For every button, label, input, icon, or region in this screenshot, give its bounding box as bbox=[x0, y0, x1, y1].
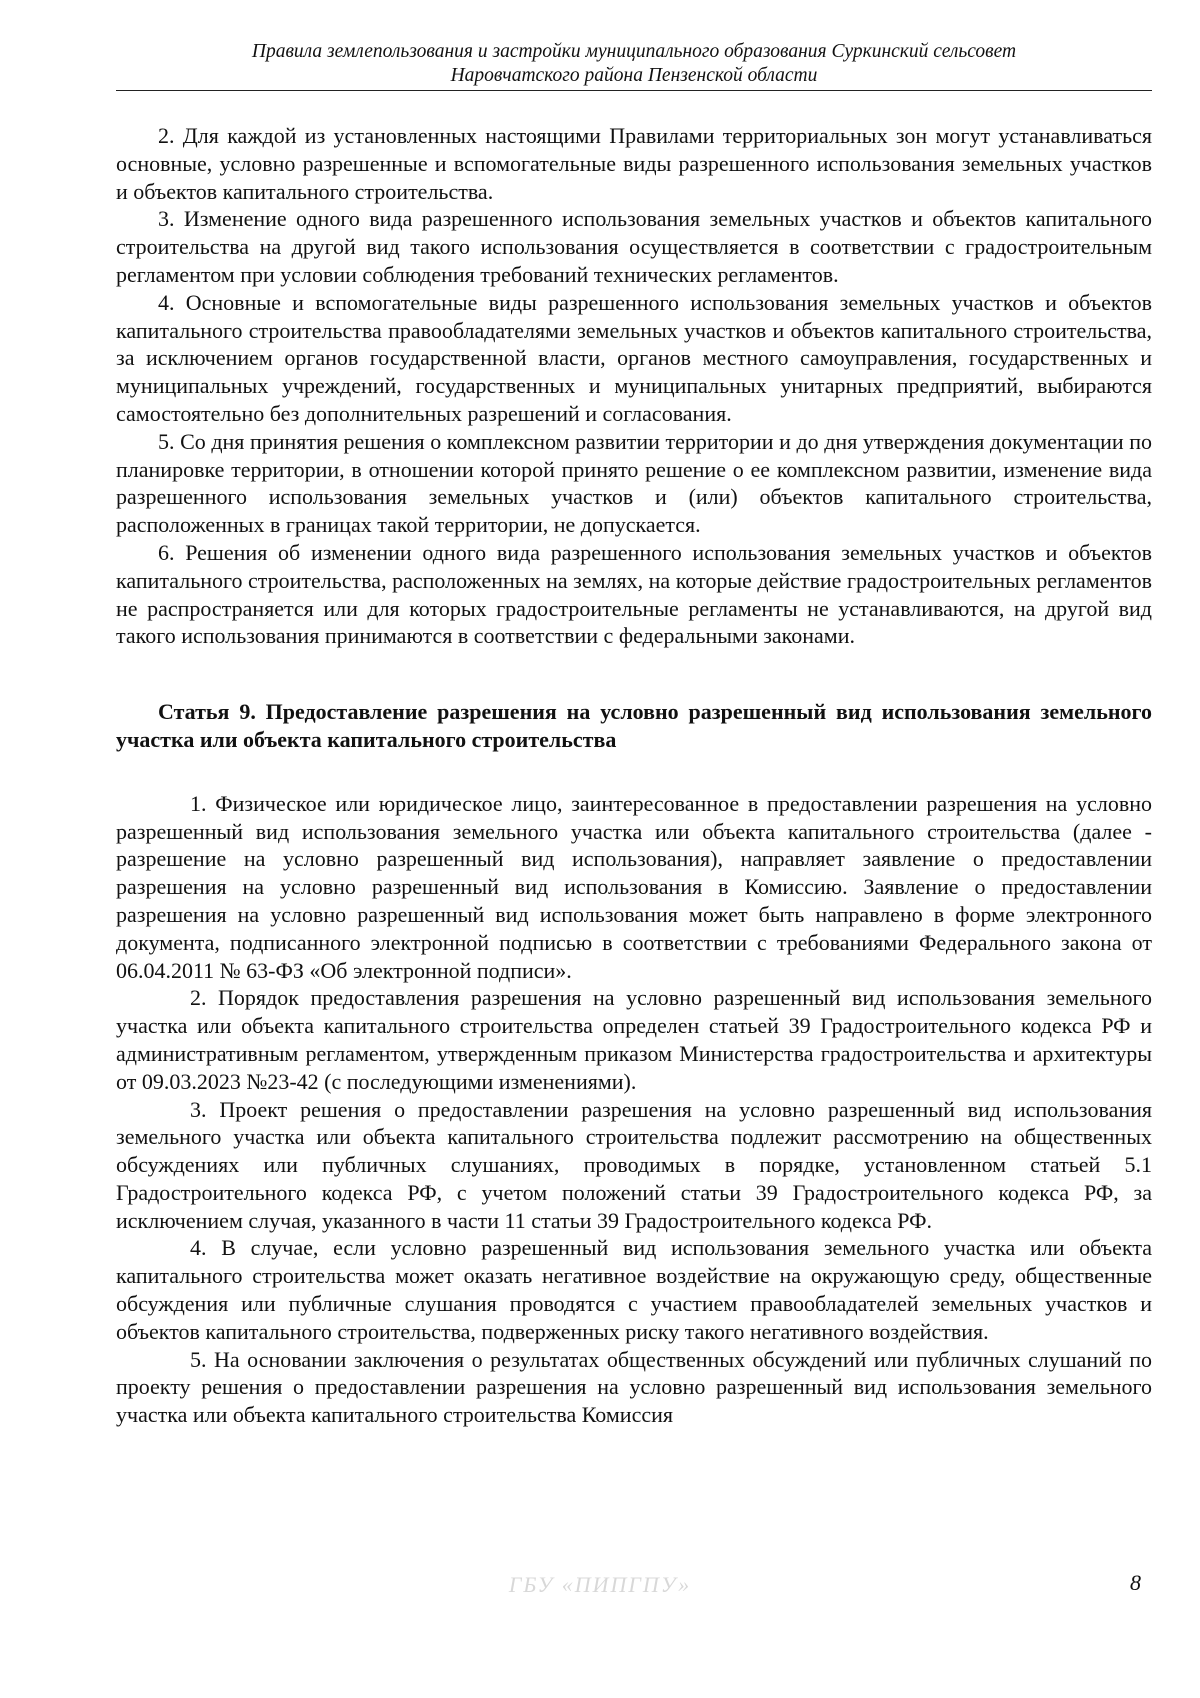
paragraph: 3. Изменение одного вида разрешенного использования земельных участков и объектов капитального строительства на другой вид такого использования осуществляется в соответствии с градостроительным регламентом при условии соблюдения требований технических регламентов. bbox=[116, 206, 1152, 287]
paragraph: 2. Порядок предоставления разрешения на условно разрешенный вид использования земельного участка или объекта капитального строительства определен статьей 39 Градостроительного кодекса РФ и административным регламентом, утвержденным приказом Министерства градостроительства и архитектуры от 09.03.2023 №23-42 (с последующими изменениями). bbox=[116, 985, 1152, 1094]
header-line-2: Наровчатского района Пензенской области bbox=[450, 65, 818, 86]
paragraph: 6. Решения об изменении одного вида разрешенного использования земельных участков и объектов капитального строительства, расположенных на землях, на которые действие градостроительных регламентов не распространяется или для которых градостроительные регламенты не устанавливаются, на другой вид такого использования принимаются в соответствии с федеральными законами. bbox=[116, 539, 1152, 649]
document-body bbox=[116, 122, 1152, 1429]
paragraph: 5. На основании заключения о результатах общественных обсуждений или публичных слушаний по проекту решения о предоставлении разрешения на условно разрешенный вид использования земельного участка или объекта капитального строительства Комиссия bbox=[116, 1346, 1152, 1428]
page-number: 8 bbox=[1130, 1570, 1141, 1595]
paragraph: 4. В случае, если условно разрешенный вид использования земельного участка или объекта капитального строительства может оказать негативное воздействие на окружающую среду, общественные обсуждения или публичные слушания проводятся с участием правообладателей земельных участков и объектов капитального строительства, подверженных риску такого негативного воздействия. bbox=[116, 1235, 1152, 1344]
paragraph: 2. Для каждой из установленных настоящими Правилами территориальных зон могут устанавливаться основные, условно разрешенные и вспомогательные виды разрешенного использования земельных участков и объектов капитального строительства. bbox=[116, 123, 1152, 204]
paragraph: 4. Основные и вспомогательные виды разрешенного использования земельных участков и объектов капитального строительства правообладателями земельных участков и объектов капитального строительства, за исключением органов государственной власти, органов местного самоуправления, государственных и муниципальных учреждений, государственных и муниципальных унитарных предприятий, выбираются самостоятельно без дополнительных разрешений и согласования. bbox=[116, 289, 1152, 426]
article-title: Статья 9. Предоставление разрешения на условно разрешенный вид использования земельного участка или объекта капитального строительства bbox=[116, 699, 1152, 752]
running-header bbox=[116, 40, 1152, 91]
paragraph: 3. Проект решения о предоставлении разрешения на условно разрешенный вид использования земельного участка или объекта капитального строительства подлежит рассмотрению на общественных обсуждениях или публичных слушаниях, проводимых в порядке, установленном статьей 5.1 Градостроительного кодекса РФ, с учетом положений статьи 39 Градостроительного кодекса РФ, за исключением случая, указанного в части 11 статьи 39 Градостроительного кодекса РФ. bbox=[116, 1096, 1152, 1233]
header-line-1: Правила землепользования и застройки муниципального образования Суркинский сельсовет bbox=[251, 41, 1017, 62]
paragraph: 1. Физическое или юридическое лицо, заинтересованное в предоставлении разрешения на условно разрешенный вид использования земельного участка или объекта капитального строительства (далее - разрешение на условно разрешенный вид использования), направляет заявление о предоставлении разрешения на условно разрешенный вид использования в Комиссию. Заявление о предоставлении разрешения на условно разрешенный вид использования может быть направлено в форме электронного документа, подписанного электронной подписью в соответствии с требованиями Федерального закона от 06.04.2011 № 63-ФЗ «Об электронной подписи». bbox=[116, 790, 1152, 983]
footer-watermark: ГБУ «ПИПГПУ» bbox=[508, 1572, 692, 1597]
paragraph: 5. Со дня принятия решения о комплексном развитии территории и до дня утверждения документации по планировке территории, в отношении которой принято решение о ее комплексном развитии, изменение вида разрешенного использования земельных участков и (или) объектов капитального строительства, расположенных в границах такой территории, не допускается. bbox=[116, 428, 1152, 538]
